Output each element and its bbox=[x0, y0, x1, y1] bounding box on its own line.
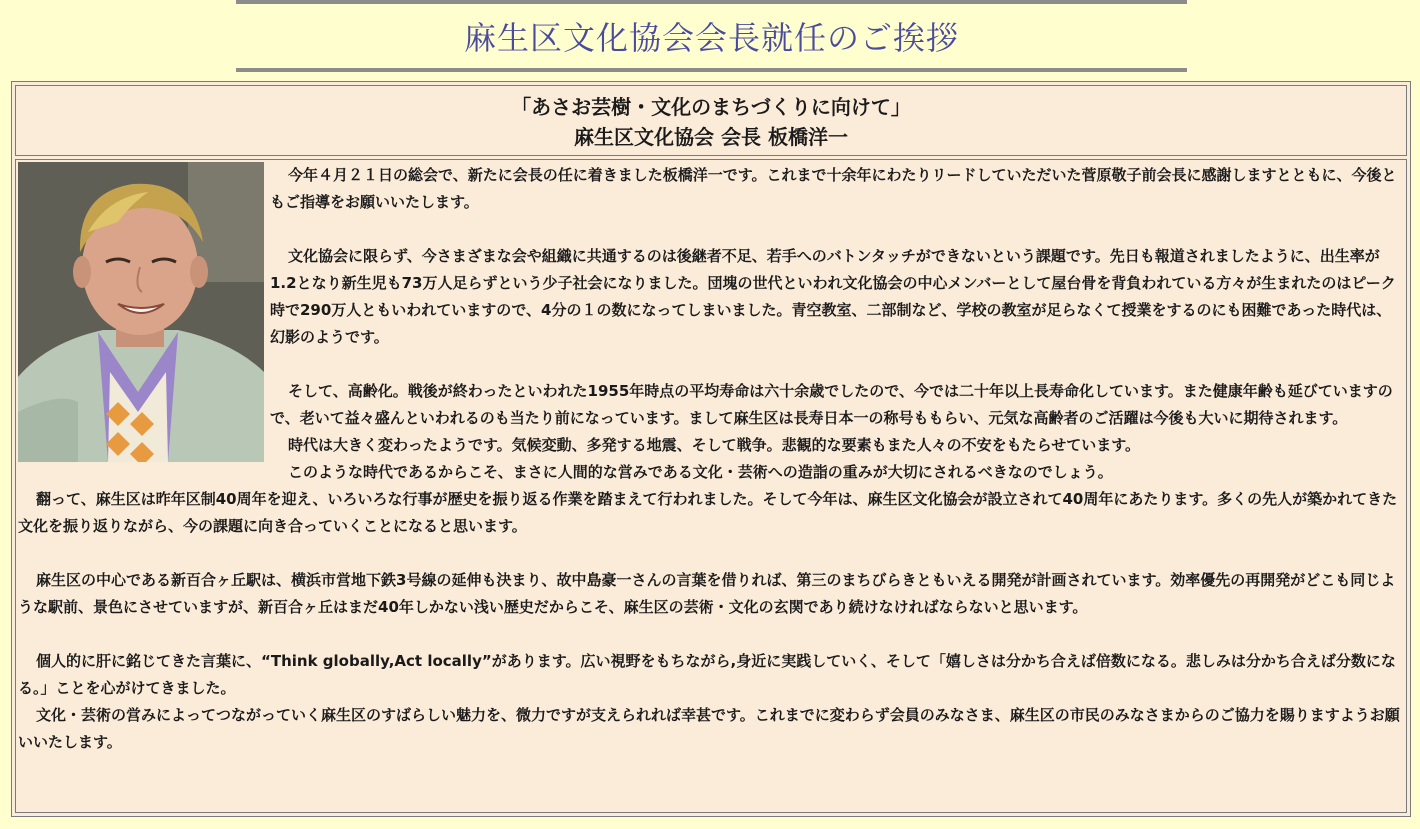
page-title: 麻生区文化協会会長就任のご挨拶 bbox=[463, 19, 959, 57]
paragraph-7: 麻生区の中心である新百合ヶ丘駅は、横浜市営地下鉄3号線の延伸も決まり、故中島豪一さんの言葉を借りれば、第三のまちびらきともいえる開発が計画されています。効率優先の再開発がどこも同じような駅前、景色にさせていますが、新百合ヶ丘はまだ40年しかない浅い歴史だからこそ、麻生区の芸術・文化の玄関であり続けなければならないと思います。 bbox=[18, 571, 1396, 616]
paragraph-6: 翻って、麻生区は昨年区制40周年を迎え、いろいろな行事が歴史を振り返る作業を踏まえて行われました。そして今年は、麻生区文化協会が設立されて40周年にあたります。多くの先人が築かれてきた文化を振り返りながら、今の課題に向き合っていくことになると思います。 bbox=[18, 490, 1398, 535]
portrait-photo bbox=[18, 162, 264, 462]
paragraph-8: 個人的に肝に銘じてきた言葉に、“Think globally,Act locally”があります。広い視野をもちながら,身近に実践していく、そして「嬉しさは分かち合えば倍数になる。悲しみは分かち合えば分数になる。」ことを心がけてきました。 bbox=[18, 652, 1396, 697]
paragraph-9: 文化・芸術の営みによってつながっていく麻生区のすばらしい魅力を、微力ですが支えられれば幸甚です。これまでに変わらず会員のみなさま、麻生区の市民のみなさまからのご協力を賜りますようお願いいたします。 bbox=[18, 706, 1400, 751]
article-frame bbox=[11, 81, 1411, 817]
paragraph-1: 今年４月２１日の総会で、新たに会長の任に着きました板橋洋一です。これまで十余年にわたりリードしていただいた菅原敬子前会長に感謝しますとともに、今後ともご指導をお願いいたします。 bbox=[270, 166, 1397, 211]
page-header bbox=[236, 0, 1187, 72]
article-author: 麻生区文化協会 会長 板橋洋一 bbox=[574, 125, 848, 149]
portrait-illustration bbox=[18, 162, 264, 462]
article-subtitle: 「あさお芸樹・文化のまちづくりに向けて」 bbox=[511, 95, 911, 119]
article-body bbox=[15, 159, 1407, 813]
paragraph-5: このような時代であるからこそ、まさに人間的な営みである文化・芸術への造詣の重みが大切にされるべきなのでしょう。 bbox=[288, 463, 1113, 481]
paragraph-4: 時代は大きく変わったようです。気候変動、多発する地震、そして戦争。悲観的な要素もまた人々の不安をもたらせています。 bbox=[288, 436, 1141, 454]
paragraph-3: そして、高齢化。戦後が終わったといわれた1955年時点の平均寿命は六十余歳でしたので、今では二十年以上長寿命化しています。また健康年齢も延びていますので、老いて益々盛んといわれるのも当たり前になっています。まして麻生区は長寿日本一の称号ももらい、元気な高齢者のご活躍は今後も大いに期待されます。 bbox=[270, 382, 1393, 427]
paragraph-2: 文化協会に限らず、今さまざまな会や組織に共通するのは後継者不足、若手へのバトンタッチができないという課題です。先日も報道されましたように、出生率が1.2となり新生児も73万人足らずという少子社会になりました。団塊の世代といわれ文化協会の中心メンバーとして屋台骨を背負われている方々が生まれたのはピーク時で290万人ともいわれていますので、4分の１の数になってしまいました。青空教室、二部制など、学校の教室が足らなくて授業をするのにも困難であった時代は、幻影のようです。 bbox=[270, 247, 1396, 346]
article-heading bbox=[15, 85, 1407, 156]
